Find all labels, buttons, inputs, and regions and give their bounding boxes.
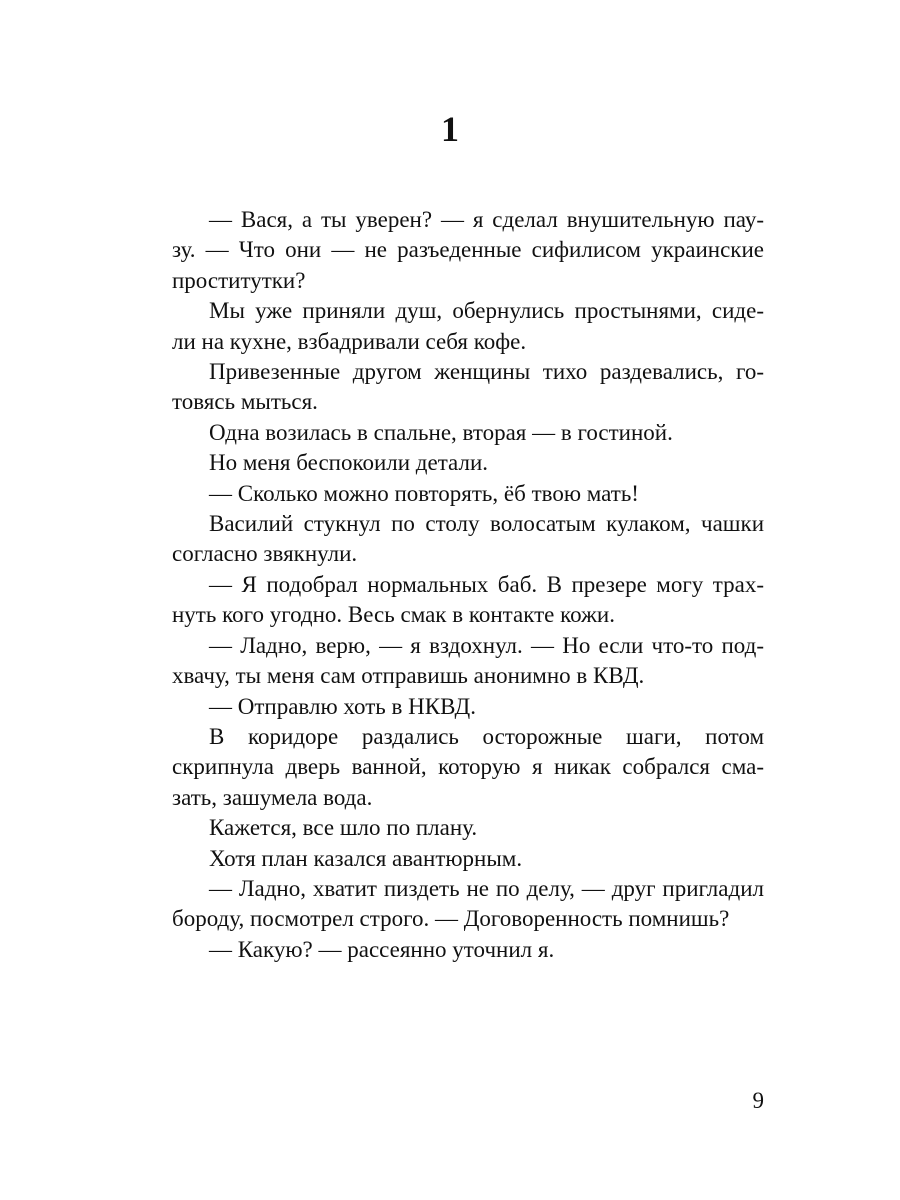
paragraph — [172, 418, 764, 448]
page-number: 9 — [752, 1088, 764, 1113]
paragraph — [172, 844, 764, 874]
text-line: В коридоре раздались осторожные шаги, потом — [209, 723, 764, 749]
text-line: зать, зашумела вода. — [172, 784, 373, 810]
paragraph — [172, 631, 764, 692]
text-line: нуть кого угодно. Весь смак в контакте кожи. — [172, 602, 615, 628]
text-line: Хотя план казался авантюрным. — [209, 845, 523, 871]
text-line: скрипнула дверь ванной, которую я никак собрался сма- — [172, 754, 764, 780]
paragraph — [172, 935, 764, 965]
text-line: Василий стукнул по столу волосатым кулаком, чашки — [209, 511, 764, 537]
text-line: товясь мыться. — [172, 389, 318, 415]
text-line: — Ладно, верю, — я вздохнул. — Но если что-то под- — [209, 632, 764, 658]
text-line: ли на кухне, взбадривали себя кофе. — [172, 328, 527, 354]
paragraph — [172, 570, 764, 631]
paragraph — [172, 692, 764, 722]
paragraph — [172, 205, 764, 296]
text-line: — Вася, а ты уверен? — я сделал внушительную пау- — [209, 207, 764, 232]
paragraph — [172, 509, 764, 570]
text-line: — Ладно, хватит пиздеть не по делу, — друг пригладил — [209, 875, 764, 901]
text-line: бороду, посмотрел строго. — Договоренность помнишь? — [172, 906, 730, 932]
paragraph — [172, 874, 764, 935]
text-line: проститутки? — [172, 267, 306, 293]
text-line: Одна возилась в спальне, вторая — в гостиной. — [209, 419, 673, 445]
paragraph — [172, 296, 764, 357]
text-line: зу. — Что они — не разъеденные сифилисом украинские — [172, 237, 764, 263]
text-line: Кажется, все шло по плану. — [209, 815, 478, 841]
text-line: — Отправлю хоть в НКВД. — [209, 693, 476, 719]
chapter-body-text — [172, 205, 764, 965]
paragraph — [172, 479, 764, 509]
paragraph — [172, 448, 764, 478]
text-line: хвачу, ты меня сам отправишь анонимно в КВД. — [172, 663, 645, 689]
paragraph — [172, 813, 764, 843]
paragraph — [172, 722, 764, 813]
text-line: — Какую? — рассеянно уточнил я. — [209, 936, 555, 962]
text-line: Но меня беспокоили детали. — [209, 450, 488, 476]
text-line: — Я подобрал нормальных баб. В презере могу трах- — [209, 571, 764, 597]
chapter-number: 1 — [441, 109, 459, 149]
paragraph — [172, 357, 764, 418]
text-line: согласно звякнули. — [172, 541, 358, 567]
text-line: Привезенные другом женщины тихо раздевались, го- — [209, 359, 764, 385]
text-line: — Сколько можно повторять, ёб твою мать! — [209, 480, 639, 506]
text-line: Мы уже приняли душ, обернулись простынями, сиде- — [209, 298, 764, 324]
